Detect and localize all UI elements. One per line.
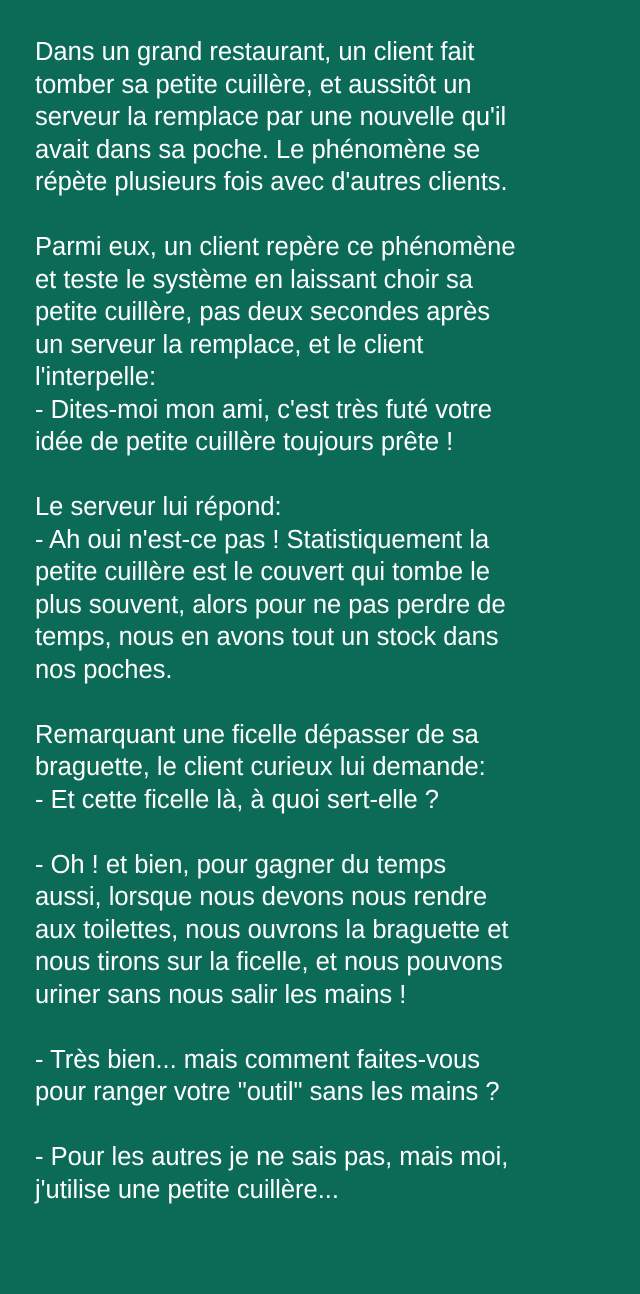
text-line: aussi, lorsque nous devons nous rendre [35, 883, 488, 911]
text-line: un serveur la remplace, et le client [35, 330, 424, 359]
text-line: j'utilise une petite cuillère... [35, 1175, 339, 1204]
text-line: - Oh ! et bien, pour gagner du temps [35, 850, 447, 879]
text-line: nos poches. [35, 655, 173, 684]
paragraph-client-question [35, 231, 620, 459]
paragraph-waiter-answer [35, 491, 620, 686]
text-line: Parmi eux, un client repère ce phénomène [35, 233, 516, 261]
text-line: petite cuillère est le couvert qui tombe le [35, 558, 490, 586]
text-line: Dans un grand restaurant, un client fait [35, 38, 475, 66]
text-line: - Dites-moi mon ami, c'est très futé votre [35, 395, 492, 424]
text-line: Le serveur lui répond: [35, 493, 282, 521]
paragraph-gap [35, 816, 620, 849]
text-line: uriner sans nous salir les mains ! [35, 980, 407, 1009]
paragraph-gap [35, 686, 620, 719]
text-line: - Ah oui n'est-ce pas ! Statistiquement la [35, 525, 490, 554]
paragraph-follow-up [35, 1044, 620, 1109]
text-line: braguette, le client curieux lui demande: [35, 753, 486, 781]
paragraph-string-question [35, 719, 620, 817]
text-line: idée de petite cuillère toujours prête ! [35, 428, 454, 456]
text-line: - Pour les autres je ne sais pas, mais moi, [35, 1143, 509, 1171]
paragraph-gap [35, 1109, 620, 1142]
text-line: répète plusieurs fois avec d'autres clients. [35, 168, 508, 196]
paragraph-gap [35, 459, 620, 492]
paragraph-gap [35, 199, 620, 232]
text-line: petite cuillère, pas deux secondes après [35, 298, 491, 326]
text-line: tomber sa petite cuillère, et aussitôt un [35, 70, 472, 99]
text-line: plus souvent, alors pour ne pas perdre de [35, 590, 506, 619]
paragraph-string-answer [35, 849, 620, 1012]
text-line: pour ranger votre "outil" sans les mains ? [35, 1078, 500, 1106]
text-line: aux toilettes, nous ouvrons la braguette et [35, 915, 509, 944]
paragraph-punchline [35, 1141, 620, 1206]
text-line: serveur la remplace par une nouvelle qu'il [35, 103, 507, 131]
text-line: Remarquant une ficelle dépasser de sa [35, 720, 479, 749]
text-line: - Et cette ficelle là, à quoi sert-elle ? [35, 785, 439, 814]
paragraph-gap [35, 1011, 620, 1044]
text-line: - Très bien... mais comment faites-vous [35, 1045, 480, 1074]
text-line: nous tirons sur la ficelle, et nous pouvons [35, 948, 503, 976]
joke-text [35, 36, 620, 1206]
text-line: temps, nous en avons tout un stock dans [35, 623, 499, 651]
text-line: avait dans sa poche. Le phénomène se [35, 135, 481, 164]
text-line: l'interpelle: [35, 363, 157, 391]
paragraph-intro [35, 36, 620, 199]
text-line: et teste le système en laissant choir sa [35, 265, 473, 294]
